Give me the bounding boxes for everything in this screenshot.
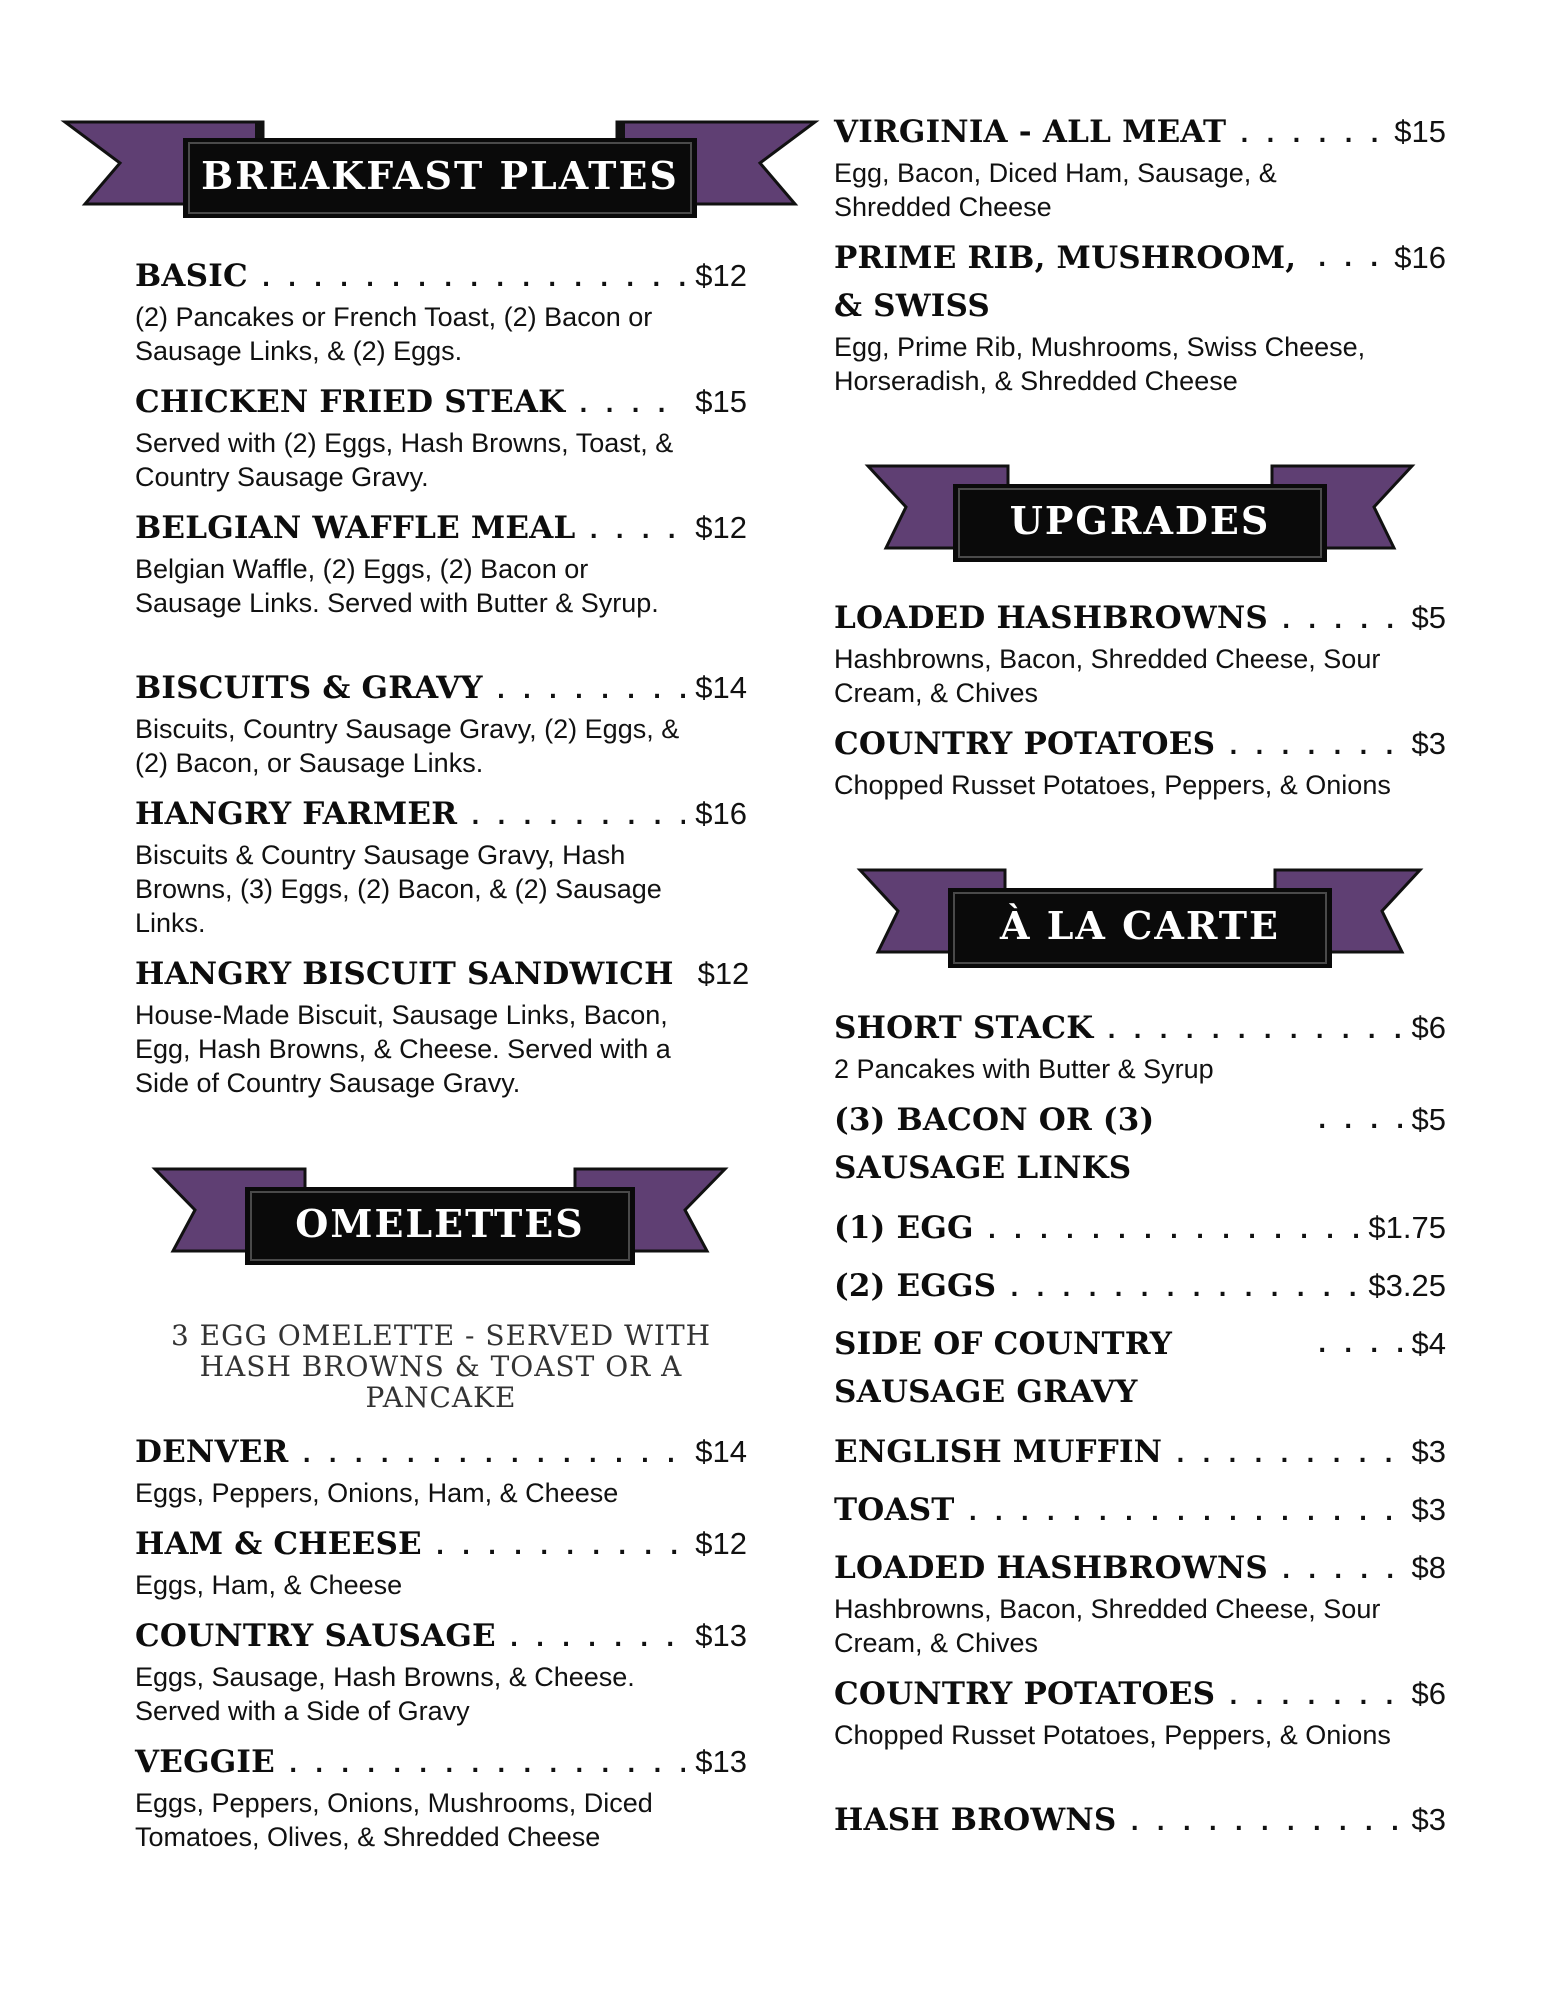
- item-price: $14: [695, 670, 747, 705]
- menu-item-upgrade-country-potatoes: [834, 720, 1446, 802]
- leader-dots: [303, 1436, 686, 1476]
- menu-item-prime-rib-mushroom-swiss: [834, 234, 1446, 398]
- item-name: HASH BROWNS: [834, 1802, 1117, 1838]
- item-name: ENGLISH MUFFIN: [834, 1434, 1163, 1470]
- item-description: Chopped Russet Potatoes, Peppers, & Onions: [834, 1720, 1391, 1750]
- item-name: COUNTRY POTATOES: [834, 726, 1216, 762]
- item-price: $8: [1411, 1550, 1446, 1585]
- item-name: SIDE OF COUNTRY SAUSAGE GRAVY: [834, 1326, 1173, 1410]
- item-name: PRIME RIB, MUSHROOM, & SWISS: [834, 240, 1297, 324]
- item-price: $3: [1411, 726, 1446, 761]
- item-name: HANGRY FARMER: [135, 796, 458, 832]
- item-description: Belgian Waffle, (2) Eggs, (2) Bacon or Sausage Links. Served with Butter & Syrup.: [135, 554, 659, 618]
- item-name: (2) EGGS: [834, 1268, 997, 1304]
- leader-dots: [1318, 1102, 1402, 1142]
- upgrades-banner: [868, 462, 1412, 562]
- item-description: House-Made Biscuit, Sausage Links, Bacon, Egg, Hash Browns, & Cheese. Served with a Side of Country Sausage Gravy.: [135, 1000, 671, 1098]
- leader-dots: [1229, 1678, 1401, 1718]
- menu-item-loaded-hashbrowns: [834, 1544, 1446, 1660]
- item-price: $12: [695, 1526, 747, 1561]
- a-la-carte-title: À LA CARTE: [999, 903, 1281, 948]
- leader-dots: [988, 1212, 1359, 1252]
- item-description: Egg, Prime Rib, Mushrooms, Swiss Cheese, Horseradish, & Shredded Cheese: [834, 332, 1366, 396]
- leader-dots: [1176, 1436, 1401, 1476]
- menu-item-short-stack: [834, 1004, 1446, 1086]
- breakfast-plates-title: BREAKFAST PLATES: [201, 153, 679, 198]
- leader-dots: [510, 1620, 685, 1660]
- item-name: BASIC: [135, 258, 248, 294]
- menu-item-country-sausage: [135, 1612, 747, 1728]
- leader-dots: [1229, 728, 1401, 768]
- menu-item-basic: [135, 252, 747, 368]
- item-name: VEGGIE: [135, 1744, 275, 1780]
- leader-dots: [497, 672, 686, 712]
- menu-item-side-country-sausage-gravy: [834, 1320, 1446, 1416]
- leader-dots: [1318, 1326, 1402, 1366]
- menu-item-hangry-farmer: [135, 790, 747, 940]
- item-price: $6: [1411, 1010, 1446, 1045]
- item-description: Eggs, Peppers, Onions, Ham, & Cheese: [135, 1478, 619, 1508]
- item-name: COUNTRY SAUSAGE: [135, 1618, 496, 1654]
- item-description: Chopped Russet Potatoes, Peppers, & Onions: [834, 770, 1391, 800]
- leader-dots: [1240, 116, 1384, 156]
- leader-dots: [436, 1528, 685, 1568]
- item-description: Biscuits & Country Sausage Gravy, Hash Browns, (3) Eggs, (2) Bacon, & (2) Sausage Links.: [135, 840, 662, 938]
- leader-dots: [1131, 1804, 1402, 1844]
- leader-dots: [471, 798, 685, 838]
- item-price: $13: [695, 1744, 747, 1779]
- item-name: DENVER: [135, 1434, 289, 1470]
- item-price: $16: [695, 796, 747, 831]
- item-description: Egg, Bacon, Diced Ham, Sausage, & Shredded Cheese: [834, 158, 1277, 222]
- leader-dots: [1282, 1552, 1402, 1592]
- menu-item-bacon-or-sausage: [834, 1096, 1446, 1192]
- leader-dots: [289, 1746, 685, 1786]
- breakfast-plates-banner: [65, 118, 815, 218]
- leader-dots: [579, 386, 685, 426]
- menu-item-upgrade-loaded-hashbrowns: [834, 594, 1446, 710]
- item-name: COUNTRY POTATOES: [834, 1676, 1216, 1712]
- item-price: $3: [1411, 1802, 1446, 1837]
- menu-item-virginia-all-meat: [834, 108, 1446, 224]
- menu-item-chicken-fried-steak: [135, 378, 747, 494]
- item-name: TOAST: [834, 1492, 955, 1528]
- leader-dots: [1282, 602, 1402, 642]
- item-name: BELGIAN WAFFLE MEAL: [135, 510, 576, 546]
- item-name: SHORT STACK: [834, 1010, 1094, 1046]
- menu-item-english-muffin: [834, 1428, 1446, 1476]
- a-la-carte-banner: [860, 866, 1420, 968]
- item-description: 2 Pancakes with Butter & Syrup: [834, 1054, 1214, 1084]
- item-name: (1) EGG: [834, 1210, 974, 1246]
- leader-dots: [590, 512, 686, 552]
- item-price: $3: [1411, 1434, 1446, 1469]
- leader-dots: [1010, 1270, 1358, 1310]
- item-price: $12: [697, 956, 750, 991]
- menu-item-biscuits-gravy: [135, 664, 747, 780]
- item-name: HANGRY BISCUIT SANDWICH: [135, 956, 674, 992]
- leader-dots: [1318, 240, 1384, 280]
- item-price: $16: [1394, 240, 1446, 275]
- omelette-note: 3 EGG OMELETTE - SERVED WITH HASH BROWNS & TOAST OR A PANCAKE: [170, 1319, 712, 1414]
- item-name: LOADED HASHBROWNS: [834, 600, 1268, 636]
- menu-item-veggie: [135, 1738, 747, 1854]
- item-price: $5: [1411, 1102, 1446, 1137]
- item-price: $12: [695, 510, 747, 545]
- item-description: (2) Pancakes or French Toast, (2) Bacon or Sausage Links, & (2) Eggs.: [135, 302, 653, 366]
- leader-dots: [1107, 1012, 1401, 1052]
- item-price: $14: [695, 1434, 747, 1469]
- item-description: Biscuits, Country Sausage Gravy, (2) Eggs, & (2) Bacon, or Sausage Links.: [135, 714, 680, 778]
- menu-item-hash-browns: [834, 1796, 1446, 1844]
- menu-item-toast: [834, 1486, 1446, 1534]
- item-price: $13: [695, 1618, 747, 1653]
- item-price: $4: [1411, 1326, 1446, 1361]
- item-price: $15: [1394, 114, 1446, 149]
- menu-item-denver: [135, 1428, 747, 1510]
- item-description: Hashbrowns, Bacon, Shredded Cheese, Sour Cream, & Chives: [834, 644, 1381, 708]
- omelettes-title: OMELETTES: [295, 1201, 585, 1246]
- item-price: $3.25: [1368, 1268, 1446, 1303]
- item-name: VIRGINIA - ALL MEAT: [834, 114, 1227, 150]
- item-price: $12: [695, 258, 747, 293]
- item-price: $5: [1411, 600, 1446, 635]
- menu-item-two-eggs: [834, 1262, 1446, 1310]
- item-price: $1.75: [1368, 1210, 1446, 1245]
- item-description: Eggs, Sausage, Hash Browns, & Cheese. Served with a Side of Gravy: [135, 1662, 635, 1726]
- item-name: (3) BACON OR (3) SAUSAGE LINKS: [834, 1102, 1155, 1186]
- leader-dots: [969, 1494, 1402, 1534]
- item-price: $15: [695, 384, 747, 419]
- item-name: LOADED HASHBROWNS: [834, 1550, 1268, 1586]
- item-name: HAM & CHEESE: [135, 1526, 422, 1562]
- item-description: Hashbrowns, Bacon, Shredded Cheese, Sour Cream, & Chives: [834, 1594, 1381, 1658]
- item-name: BISCUITS & GRAVY: [135, 670, 483, 706]
- item-price: $6: [1411, 1676, 1446, 1711]
- omelettes-banner: [155, 1165, 725, 1265]
- menu-item-one-egg: [834, 1204, 1446, 1252]
- item-description: Eggs, Ham, & Cheese: [135, 1570, 403, 1600]
- upgrades-title: UPGRADES: [1009, 498, 1271, 543]
- menu-item-hangry-biscuit-sandwich: [135, 950, 750, 1100]
- menu-item-belgian-waffle-meal: [135, 504, 747, 620]
- item-name: CHICKEN FRIED STEAK: [135, 384, 566, 420]
- item-description: Served with (2) Eggs, Hash Browns, Toast, & Country Sausage Gravy.: [135, 428, 674, 492]
- menu-item-country-potatoes: [834, 1670, 1446, 1752]
- item-description: Eggs, Peppers, Onions, Mushrooms, Diced Tomatoes, Olives, & Shredded Cheese: [135, 1788, 653, 1852]
- menu-item-ham-cheese: [135, 1520, 747, 1602]
- item-price: $3: [1411, 1492, 1446, 1527]
- leader-dots: [262, 260, 685, 300]
